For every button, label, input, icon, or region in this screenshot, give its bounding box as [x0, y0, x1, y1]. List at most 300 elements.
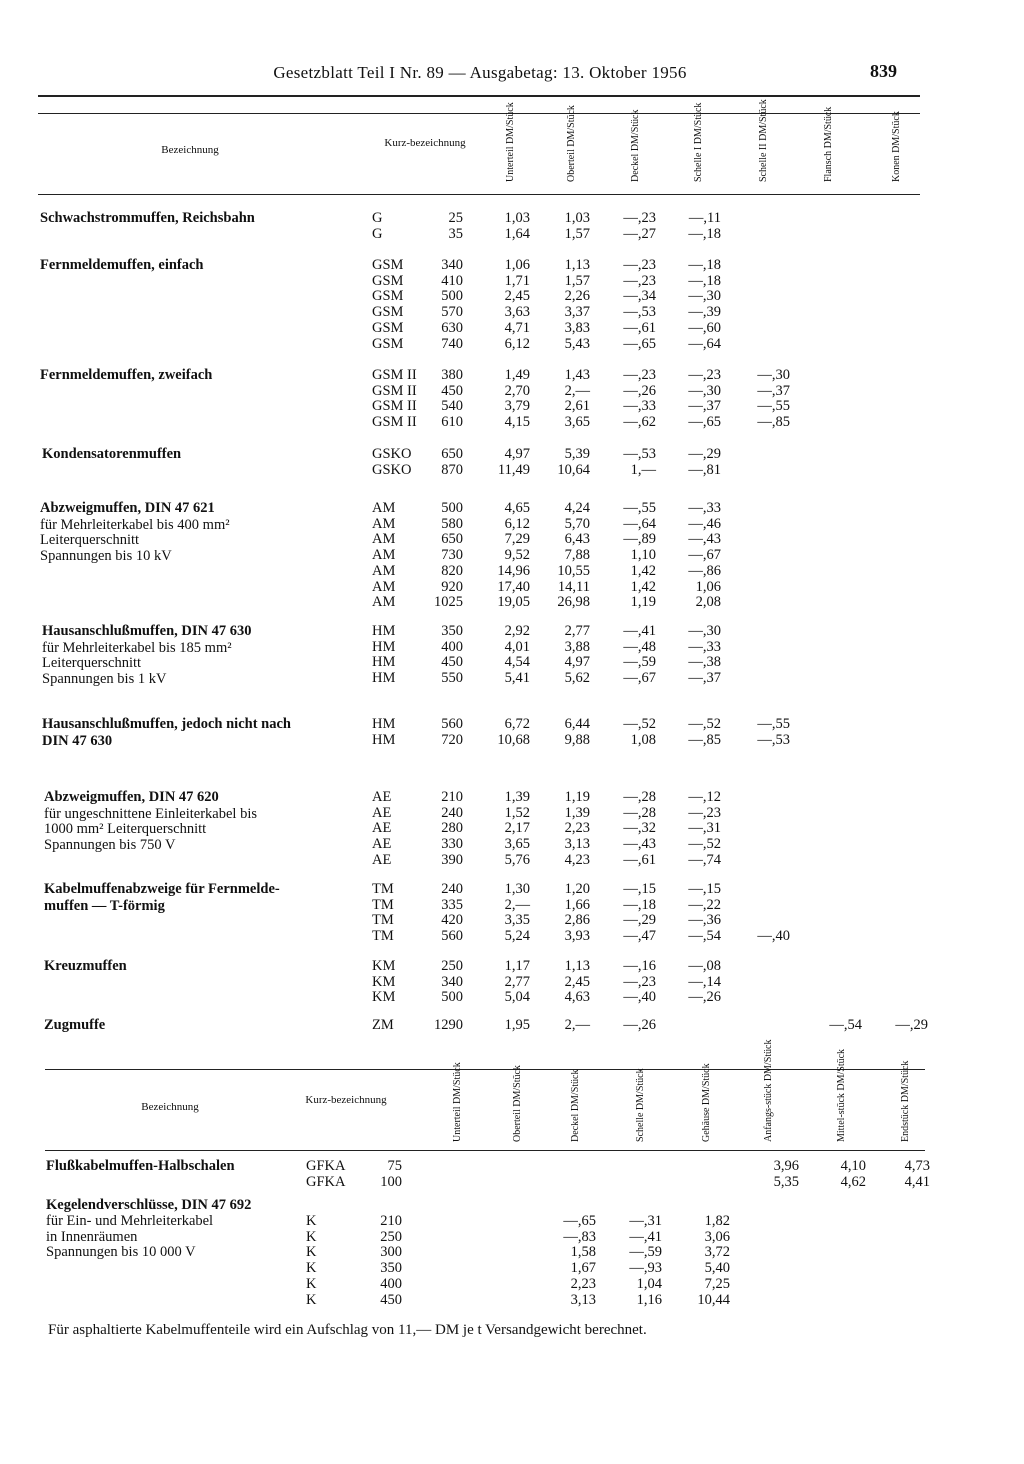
cell-deckel: —,15 — [623, 881, 656, 897]
group-label: Leiterquerschnitt — [40, 532, 140, 549]
cell-deckel: —,47 — [623, 928, 656, 945]
row-type: HM — [372, 623, 396, 639]
cell-size: 610 — [441, 414, 463, 431]
cell-size: 550 — [441, 670, 463, 687]
cell-deckel: 3,13 — [570, 1291, 596, 1308]
row-type: K — [306, 1260, 317, 1277]
cell-size: 100 — [380, 1173, 402, 1190]
table2-header-bottom-rule — [45, 1150, 925, 1151]
group-label: Spannungen bis 750 V — [44, 837, 176, 854]
cell-oberteil: 10,55 — [557, 562, 590, 579]
cell-gehaeuse: 5,40 — [704, 1260, 730, 1277]
cell-size: 410 — [441, 272, 463, 289]
header-rule — [38, 95, 920, 97]
cell-oberteil: 9,88 — [564, 731, 590, 748]
cell-unterteil: 4,71 — [504, 319, 530, 336]
cell-schelle: —,31 — [629, 1212, 662, 1229]
cell-schelle1: —,33 — [688, 500, 721, 516]
cell-schelle1: —,74 — [688, 851, 721, 868]
cell-oberteil: 5,62 — [564, 670, 590, 687]
cell-oberteil: 2,— — [564, 382, 590, 399]
cell-deckel: —,55 — [623, 500, 656, 516]
cell-deckel: —,26 — [623, 1017, 656, 1033]
cell-size: 420 — [441, 912, 463, 929]
cell-size: 500 — [441, 500, 463, 516]
cell-oberteil: 1,57 — [564, 272, 590, 289]
group-label: Spannungen bis 1 kV — [42, 671, 167, 688]
row-type: AM — [372, 562, 396, 579]
cell-schelle1: —,36 — [688, 912, 721, 929]
cell-unterteil: 2,— — [504, 896, 530, 913]
cell-schelle2: —,30 — [757, 367, 790, 383]
row-type: GSM II — [372, 398, 417, 415]
row-type: AE — [372, 820, 392, 837]
cell-deckel: —,83 — [563, 1228, 596, 1245]
row-type: AM — [372, 547, 396, 564]
cell-konen: —,29 — [895, 1017, 928, 1033]
cell-deckel: —,65 — [563, 1212, 596, 1229]
cell-unterteil: 1,39 — [504, 789, 530, 805]
row-type: AE — [372, 851, 392, 868]
cell-size: 250 — [380, 1228, 402, 1245]
cell-size: 870 — [441, 461, 463, 478]
t2-header-oberteil: Oberteil DM/Stück — [512, 1065, 523, 1142]
row-type: K — [306, 1276, 317, 1292]
cell-schelle1: —,43 — [688, 531, 721, 548]
t2-header-gehaeuse: Gehäuse DM/Stück — [701, 1063, 712, 1142]
row-type: ZM — [372, 1017, 394, 1033]
cell-unterteil: 6,72 — [504, 716, 530, 732]
cell-deckel: —,67 — [623, 670, 656, 687]
cell-oberteil: 1,19 — [564, 789, 590, 805]
row-type: K — [306, 1291, 317, 1308]
cell-size: 210 — [441, 789, 463, 805]
row-type: TM — [372, 912, 394, 929]
cell-oberteil: 1,13 — [564, 958, 590, 974]
cell-schelle1: —,18 — [688, 257, 721, 273]
cell-size: 650 — [441, 531, 463, 548]
row-type: HM — [372, 716, 396, 732]
cell-deckel: —,28 — [623, 804, 656, 821]
cell-schelle: —,59 — [629, 1244, 662, 1261]
cell-oberteil: 1,43 — [564, 367, 590, 383]
cell-deckel: —,89 — [623, 531, 656, 548]
cell-schelle1: —,39 — [688, 304, 721, 321]
page-number: 839 — [870, 61, 897, 81]
cell-oberteil: 2,86 — [564, 912, 590, 929]
cell-size: 250 — [441, 958, 463, 974]
cell-unterteil: 4,97 — [504, 446, 530, 462]
cell-schelle2: —,85 — [757, 414, 790, 431]
cell-size: 450 — [380, 1291, 402, 1308]
cell-unterteil: 1,06 — [504, 257, 530, 273]
cell-schelle1: —,30 — [688, 288, 721, 305]
row-type: GSM — [372, 272, 404, 289]
row-type: GSM — [372, 319, 404, 336]
cell-mittel: 4,10 — [840, 1158, 866, 1174]
cell-deckel: —,23 — [623, 272, 656, 289]
t2-header-schelle: Schelle DM/Stück — [635, 1068, 646, 1142]
cell-oberteil: 3,88 — [564, 638, 590, 655]
group-label: Abzweigmuffen, DIN 47 621 — [40, 500, 215, 516]
cell-schelle1: —,23 — [688, 804, 721, 821]
cell-unterteil: 6,12 — [504, 515, 530, 532]
cell-schelle1: —,65 — [688, 414, 721, 431]
row-type: KM — [372, 958, 396, 974]
cell-deckel: —,53 — [623, 304, 656, 321]
row-type: K — [306, 1244, 317, 1261]
cell-deckel: —,32 — [623, 820, 656, 837]
group-label: für ungeschnittene Einleiterkabel bis — [44, 805, 257, 822]
cell-schelle1: 1,06 — [695, 578, 721, 595]
cell-unterteil: 11,49 — [497, 461, 530, 478]
t1-header-schelle1: Schelle I DM/Stück — [693, 102, 704, 182]
cell-oberteil: 3,83 — [564, 319, 590, 336]
cell-oberteil: 10,64 — [557, 461, 590, 478]
cell-oberteil: 4,97 — [564, 654, 590, 671]
cell-deckel: 1,67 — [570, 1260, 596, 1277]
cell-deckel: —,33 — [623, 398, 656, 415]
cell-schelle1: —,14 — [688, 973, 721, 990]
cell-unterteil: 2,92 — [504, 623, 530, 639]
cell-deckel: —,43 — [623, 836, 656, 853]
cell-deckel: —,53 — [623, 446, 656, 462]
cell-oberteil: 3,93 — [564, 928, 590, 945]
cell-deckel: —,18 — [623, 896, 656, 913]
cell-deckel: 1,58 — [570, 1244, 596, 1261]
cell-schelle1: —,31 — [688, 820, 721, 837]
row-type: AM — [372, 531, 396, 548]
cell-size: 740 — [441, 335, 463, 352]
row-type: AM — [372, 500, 396, 516]
row-type: AM — [372, 578, 396, 595]
row-type: GSM II — [372, 414, 417, 431]
row-type: AM — [372, 594, 396, 611]
cell-oberteil: 3,65 — [564, 414, 590, 431]
cell-schelle1: —,81 — [688, 461, 721, 478]
cell-size: 450 — [441, 382, 463, 399]
cell-unterteil: 2,77 — [504, 973, 530, 990]
cell-schelle1: —,18 — [688, 272, 721, 289]
cell-oberteil: 1,13 — [564, 257, 590, 273]
group-label: Kegelendverschlüsse, DIN 47 692 — [46, 1197, 252, 1213]
cell-deckel: 1,10 — [630, 547, 656, 564]
cell-unterteil: 3,65 — [504, 836, 530, 853]
cell-gehaeuse: 1,82 — [704, 1212, 730, 1229]
cell-unterteil: 1,49 — [504, 367, 530, 383]
cell-schelle1: —,52 — [688, 716, 721, 732]
cell-size: 380 — [441, 367, 463, 383]
row-type: GSM II — [372, 367, 417, 383]
cell-schelle1: —,11 — [688, 210, 721, 226]
cell-oberteil: 2,61 — [564, 398, 590, 415]
cell-unterteil: 7,29 — [504, 531, 530, 548]
cell-schelle: 1,04 — [636, 1276, 662, 1292]
cell-schelle1: —,67 — [688, 547, 721, 564]
cell-size: 630 — [441, 319, 463, 336]
table1-header-top-rule — [38, 113, 920, 114]
group-label: Hausanschlußmuffen, DIN 47 630 — [42, 623, 252, 639]
cell-oberteil: 5,43 — [564, 335, 590, 352]
cell-unterteil: 1,17 — [504, 958, 530, 974]
table2-header-top-rule — [45, 1069, 925, 1070]
cell-oberteil: 2,— — [564, 1017, 590, 1033]
cell-size: 335 — [441, 896, 463, 913]
cell-deckel: —,61 — [623, 319, 656, 336]
cell-schelle1: —,85 — [688, 731, 721, 748]
group-label: Spannungen bis 10 000 V — [46, 1244, 196, 1261]
cell-unterteil: 3,79 — [504, 398, 530, 415]
group-label: muffen — T-förmig — [44, 897, 165, 914]
cell-oberteil: 1,39 — [564, 804, 590, 821]
group-label: für Mehrleiterkabel bis 400 mm² — [40, 516, 230, 533]
cell-size: 340 — [441, 973, 463, 990]
cell-deckel: —,26 — [623, 382, 656, 399]
group-label: für Ein- und Mehrleiterkabel — [46, 1212, 214, 1229]
t1-header-kurz-label: Kurz-bezeichnung — [384, 137, 466, 149]
row-type: GFKA — [306, 1158, 346, 1174]
row-type: G — [372, 225, 383, 242]
cell-size: 540 — [441, 398, 463, 415]
cell-schelle1: —,08 — [688, 958, 721, 974]
cell-unterteil: 6,12 — [504, 335, 530, 352]
cell-deckel: 1,42 — [630, 578, 656, 595]
row-type: GSM — [372, 335, 404, 352]
cell-deckel: —,48 — [623, 638, 656, 655]
cell-end: 4,41 — [904, 1173, 930, 1190]
cell-unterteil: 10,68 — [497, 731, 530, 748]
cell-deckel: —,52 — [623, 716, 656, 732]
cell-schelle1: —,30 — [688, 382, 721, 399]
t1-header-konen: Konen DM/Stück — [891, 111, 902, 182]
cell-unterteil: 9,52 — [504, 547, 530, 564]
row-type: TM — [372, 896, 394, 913]
cell-deckel: 1,19 — [630, 594, 656, 611]
row-type: GSM II — [372, 382, 417, 399]
cell-oberteil: 5,39 — [564, 446, 590, 462]
cell-deckel: 1,42 — [630, 562, 656, 579]
group-label: DIN 47 630 — [42, 732, 113, 749]
row-type: GSKO — [372, 446, 412, 462]
cell-unterteil: 3,63 — [504, 304, 530, 321]
cell-size: 1290 — [434, 1017, 463, 1033]
group-label: Fernmeldemuffen, zweifach — [40, 367, 213, 383]
cell-deckel: —,61 — [623, 851, 656, 868]
group-label: für Mehrleiterkabel bis 185 mm² — [42, 639, 232, 656]
cell-deckel: —,62 — [623, 414, 656, 431]
cell-oberteil: 1,66 — [564, 896, 590, 913]
cell-schelle: —,93 — [629, 1260, 662, 1277]
group-label: Abzweigmuffen, DIN 47 620 — [44, 789, 219, 805]
cell-size: 390 — [441, 851, 463, 868]
cell-oberteil: 2,77 — [564, 623, 590, 639]
t1-header-oberteil: Oberteil DM/Stück — [566, 105, 577, 182]
row-type: HM — [372, 731, 396, 748]
cell-unterteil: 3,35 — [504, 912, 530, 929]
cell-schelle2: —,55 — [757, 716, 790, 732]
cell-size: 720 — [441, 731, 463, 748]
header-title: Gesetzblatt Teil I Nr. 89 — Ausgabetag: 13. Oktober 1956 — [273, 63, 687, 82]
group-label: Kondensatorenmuffen — [42, 446, 182, 462]
t2-header-kurz — [296, 1094, 396, 1107]
cell-schelle1: —,86 — [688, 562, 721, 579]
cell-size: 820 — [441, 562, 463, 579]
cell-oberteil: 6,44 — [564, 716, 590, 732]
cell-oberteil: 7,88 — [564, 547, 590, 564]
cell-schelle1: —,30 — [688, 623, 721, 639]
cell-size: 240 — [441, 881, 463, 897]
t2-header-end: Endstück DM/Stück — [900, 1060, 911, 1142]
cell-anfang: 5,35 — [773, 1173, 799, 1190]
row-type: AE — [372, 836, 392, 853]
cell-unterteil: 14,96 — [497, 562, 530, 579]
cell-unterteil: 2,17 — [504, 820, 530, 837]
cell-schelle1: —,22 — [688, 896, 721, 913]
cell-oberteil: 4,23 — [564, 851, 590, 868]
cell-gehaeuse: 10,44 — [697, 1291, 730, 1308]
cell-schelle1: —,15 — [688, 881, 721, 897]
cell-unterteil: 1,03 — [504, 210, 530, 226]
cell-schelle2: —,55 — [757, 398, 790, 415]
table1-header-bottom-rule — [38, 194, 920, 195]
group-label: Spannungen bis 10 kV — [40, 548, 172, 565]
cell-end: 4,73 — [904, 1158, 930, 1174]
t2-header-unterteil: Unterteil DM/Stück — [452, 1062, 463, 1142]
cell-deckel: —,41 — [623, 623, 656, 639]
row-type: KM — [372, 973, 396, 990]
group-label: Hausanschlußmuffen, jedoch nicht nach — [42, 716, 291, 732]
cell-unterteil: 1,95 — [504, 1017, 530, 1033]
group-label: Fernmeldemuffen, einfach — [40, 257, 204, 273]
cell-deckel: —,23 — [623, 973, 656, 990]
cell-size: 35 — [448, 225, 463, 242]
cell-size: 450 — [441, 654, 463, 671]
cell-schelle1: —,37 — [688, 670, 721, 687]
cell-oberteil: 3,13 — [564, 836, 590, 853]
cell-schelle1: —,38 — [688, 654, 721, 671]
cell-size: 920 — [441, 578, 463, 595]
cell-schelle: —,41 — [629, 1228, 662, 1245]
row-type: G — [372, 210, 383, 226]
cell-deckel: —,23 — [623, 367, 656, 383]
cell-unterteil: 4,01 — [504, 638, 530, 655]
cell-size: 300 — [380, 1244, 402, 1261]
t1-header-bezeichnung: Bezeichnung — [161, 144, 219, 156]
cell-unterteil: 1,71 — [504, 272, 530, 289]
group-label: Kreuzmuffen — [44, 958, 127, 974]
cell-deckel: —,65 — [623, 335, 656, 352]
row-type: HM — [372, 670, 396, 687]
cell-deckel: —,59 — [623, 654, 656, 671]
row-type: GFKA — [306, 1173, 346, 1190]
cell-unterteil: 4,15 — [504, 414, 530, 431]
cell-unterteil: 19,05 — [497, 594, 530, 611]
cell-deckel: —,29 — [623, 912, 656, 929]
t1-header-unterteil: Unterteil DM/Stück — [505, 102, 516, 182]
cell-size: 500 — [441, 288, 463, 305]
cell-deckel: —,28 — [623, 789, 656, 805]
cell-schelle2: —,53 — [757, 731, 790, 748]
cell-deckel: —,34 — [623, 288, 656, 305]
group-label: Leiterquerschnitt — [42, 655, 142, 672]
cell-size: 730 — [441, 547, 463, 564]
row-type: AE — [372, 804, 392, 821]
cell-deckel: —,16 — [623, 958, 656, 974]
cell-deckel: 2,23 — [570, 1276, 596, 1292]
footnote: Für asphaltierte Kabelmuffenteile wird ein Aufschlag von 11,— DM je t Versandgewicht berechnet. — [48, 1322, 647, 1338]
row-type: K — [306, 1228, 317, 1245]
t2-header-kurz-label: Kurz-bezeichnung — [305, 1094, 387, 1106]
t2-header-bezeichnung: Bezeichnung — [141, 1101, 199, 1113]
cell-size: 650 — [441, 446, 463, 462]
cell-size: 560 — [441, 716, 463, 732]
group-label: Zugmuffe — [44, 1017, 106, 1033]
group-label: Schwachstrommuffen, Reichsbahn — [40, 210, 255, 226]
cell-unterteil: 5,41 — [504, 670, 530, 687]
cell-schelle1: —,18 — [688, 225, 721, 242]
cell-size: 280 — [441, 820, 463, 837]
cell-mittel: 4,62 — [840, 1173, 866, 1190]
cell-size: 400 — [441, 638, 463, 655]
cell-deckel: 1,08 — [630, 731, 656, 748]
cell-schelle: 1,16 — [636, 1291, 662, 1308]
cell-deckel: —,64 — [623, 515, 656, 532]
cell-size: 210 — [380, 1212, 402, 1229]
cell-unterteil: 2,70 — [504, 382, 530, 399]
group-label: Flußkabelmuffen-Halbschalen — [46, 1158, 235, 1174]
cell-unterteil: 1,64 — [504, 225, 530, 242]
cell-deckel: —,40 — [623, 989, 656, 1006]
cell-unterteil: 4,65 — [504, 500, 530, 516]
cell-unterteil: 4,54 — [504, 654, 530, 671]
cell-size: 500 — [441, 989, 463, 1006]
row-type: TM — [372, 881, 394, 897]
cell-unterteil: 5,24 — [504, 928, 530, 945]
cell-deckel: —,27 — [623, 225, 656, 242]
cell-size: 350 — [441, 623, 463, 639]
t1-header-flansch: Flansch DM/Stück — [823, 106, 834, 182]
row-type: HM — [372, 654, 396, 671]
cell-oberteil: 2,45 — [564, 973, 590, 990]
group-label: in Innenräumen — [46, 1228, 138, 1245]
cell-size: 340 — [441, 257, 463, 273]
row-type: GSM — [372, 257, 404, 273]
cell-schelle1: —,26 — [688, 989, 721, 1006]
cell-size: 350 — [380, 1260, 402, 1277]
cell-unterteil: 5,76 — [504, 851, 530, 868]
row-type: GSM — [372, 288, 404, 305]
cell-schelle1: —,29 — [688, 446, 721, 462]
t1-header-kurz — [375, 137, 475, 150]
cell-anfang: 3,96 — [773, 1158, 799, 1174]
row-type: GSKO — [372, 461, 412, 478]
cell-oberteil: 1,57 — [564, 225, 590, 242]
cell-size: 1025 — [434, 594, 463, 611]
cell-size: 400 — [380, 1276, 402, 1292]
cell-unterteil: 2,45 — [504, 288, 530, 305]
cell-gehaeuse: 3,06 — [704, 1228, 730, 1245]
cell-size: 75 — [387, 1158, 402, 1174]
cell-size: 330 — [441, 836, 463, 853]
row-type: GSM — [372, 304, 404, 321]
cell-oberteil: 4,24 — [564, 500, 590, 516]
row-type: AE — [372, 789, 392, 805]
cell-schelle1: —,60 — [688, 319, 721, 336]
cell-deckel: —,23 — [623, 210, 656, 226]
cell-size: 240 — [441, 804, 463, 821]
group-label: Kabelmuffenabzweige für Fernmelde- — [44, 881, 280, 897]
t2-header-deckel: Deckel DM/Stück — [570, 1069, 581, 1142]
